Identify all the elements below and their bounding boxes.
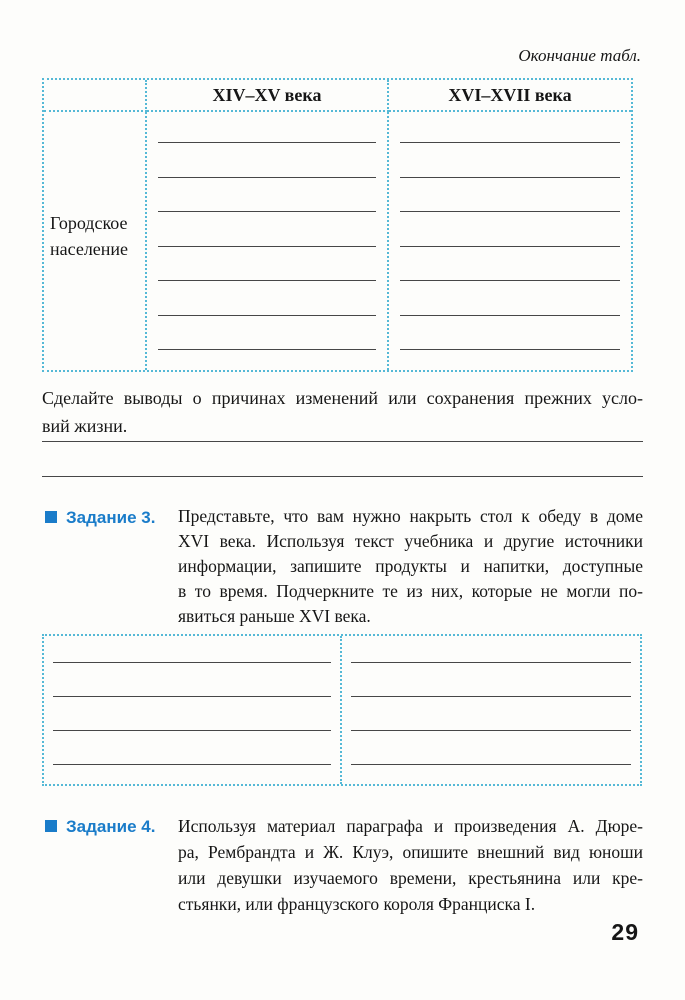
population-table: [42, 78, 633, 372]
writing-line: [158, 212, 376, 247]
text-line: вий жизни.: [42, 416, 128, 436]
text-line: в то время. Подчеркните те из них, которые не могли по-: [178, 581, 643, 601]
population-table-lines-col2: [389, 112, 631, 370]
writing-line: [53, 663, 331, 697]
writing-line: [400, 247, 620, 282]
writing-line: [158, 316, 376, 351]
population-table-header-col2: XVI–XVII века: [389, 80, 631, 112]
writing-line: [400, 112, 620, 143]
writing-line: [351, 697, 631, 731]
population-table-lines-col1: [147, 112, 389, 370]
writing-line: [400, 316, 620, 351]
writing-line: [351, 636, 631, 663]
task4-text: [178, 813, 643, 917]
task-bullet-icon: [45, 820, 57, 832]
task4: [42, 815, 643, 917]
population-table-row-label: Городское население: [44, 112, 147, 370]
text-line: Представьте, что вам нужно накрыть стол к обеду в доме: [178, 506, 643, 526]
task3-answer-lines-col1: [44, 636, 342, 784]
writing-line: [158, 178, 376, 213]
writing-line: [158, 281, 376, 316]
task3-answer-table: [42, 634, 642, 786]
text-line: явиться раньше XVI века.: [178, 606, 371, 626]
text-line: или девушки изучаемого времени, крестьянина или кре-: [178, 868, 643, 888]
writing-line: [53, 636, 331, 663]
writing-line: [53, 697, 331, 731]
conclusion-prompt: [42, 384, 643, 440]
text-line: XVI века. Используя текст учебника и другие источники: [178, 531, 643, 551]
text-line: ра, Рембрандта и Ж. Клуэ, опишите внешний вид юноши: [178, 842, 643, 862]
text-line: Используя материал параграфа и произведения А. Дюре-: [178, 816, 643, 836]
writing-line: [400, 178, 620, 213]
task4-label: Задание 4.: [66, 817, 156, 836]
text-line: стьянки, или французского короля Франциска I.: [178, 894, 536, 914]
writing-line: [158, 112, 376, 143]
writing-line: [351, 731, 631, 765]
table-continuation-note: Окончание табл.: [518, 46, 641, 65]
writing-line: [400, 143, 620, 178]
writing-line: [158, 143, 376, 178]
population-table-header-col1: XIV–XV века: [147, 80, 389, 112]
writing-line: [351, 663, 631, 697]
task3-text: [178, 504, 643, 629]
page-number: 29: [611, 919, 639, 945]
task3-label: Задание 3.: [66, 508, 156, 527]
writing-line: [53, 731, 331, 765]
task3-answer-lines-col2: [342, 636, 640, 784]
population-table-header-empty: [44, 80, 147, 112]
writing-line: [158, 247, 376, 282]
task3: [42, 506, 643, 629]
writing-line: [400, 281, 620, 316]
conclusion-answer-lines: [42, 440, 643, 477]
writing-line: [400, 212, 620, 247]
writing-line: [42, 442, 643, 477]
text-line: Сделайте выводы о причинах изменений или сохранения прежних усло-: [42, 388, 643, 408]
text-line: информации, запишите продукты и напитки, доступные: [178, 556, 643, 576]
task-bullet-icon: [45, 511, 57, 523]
